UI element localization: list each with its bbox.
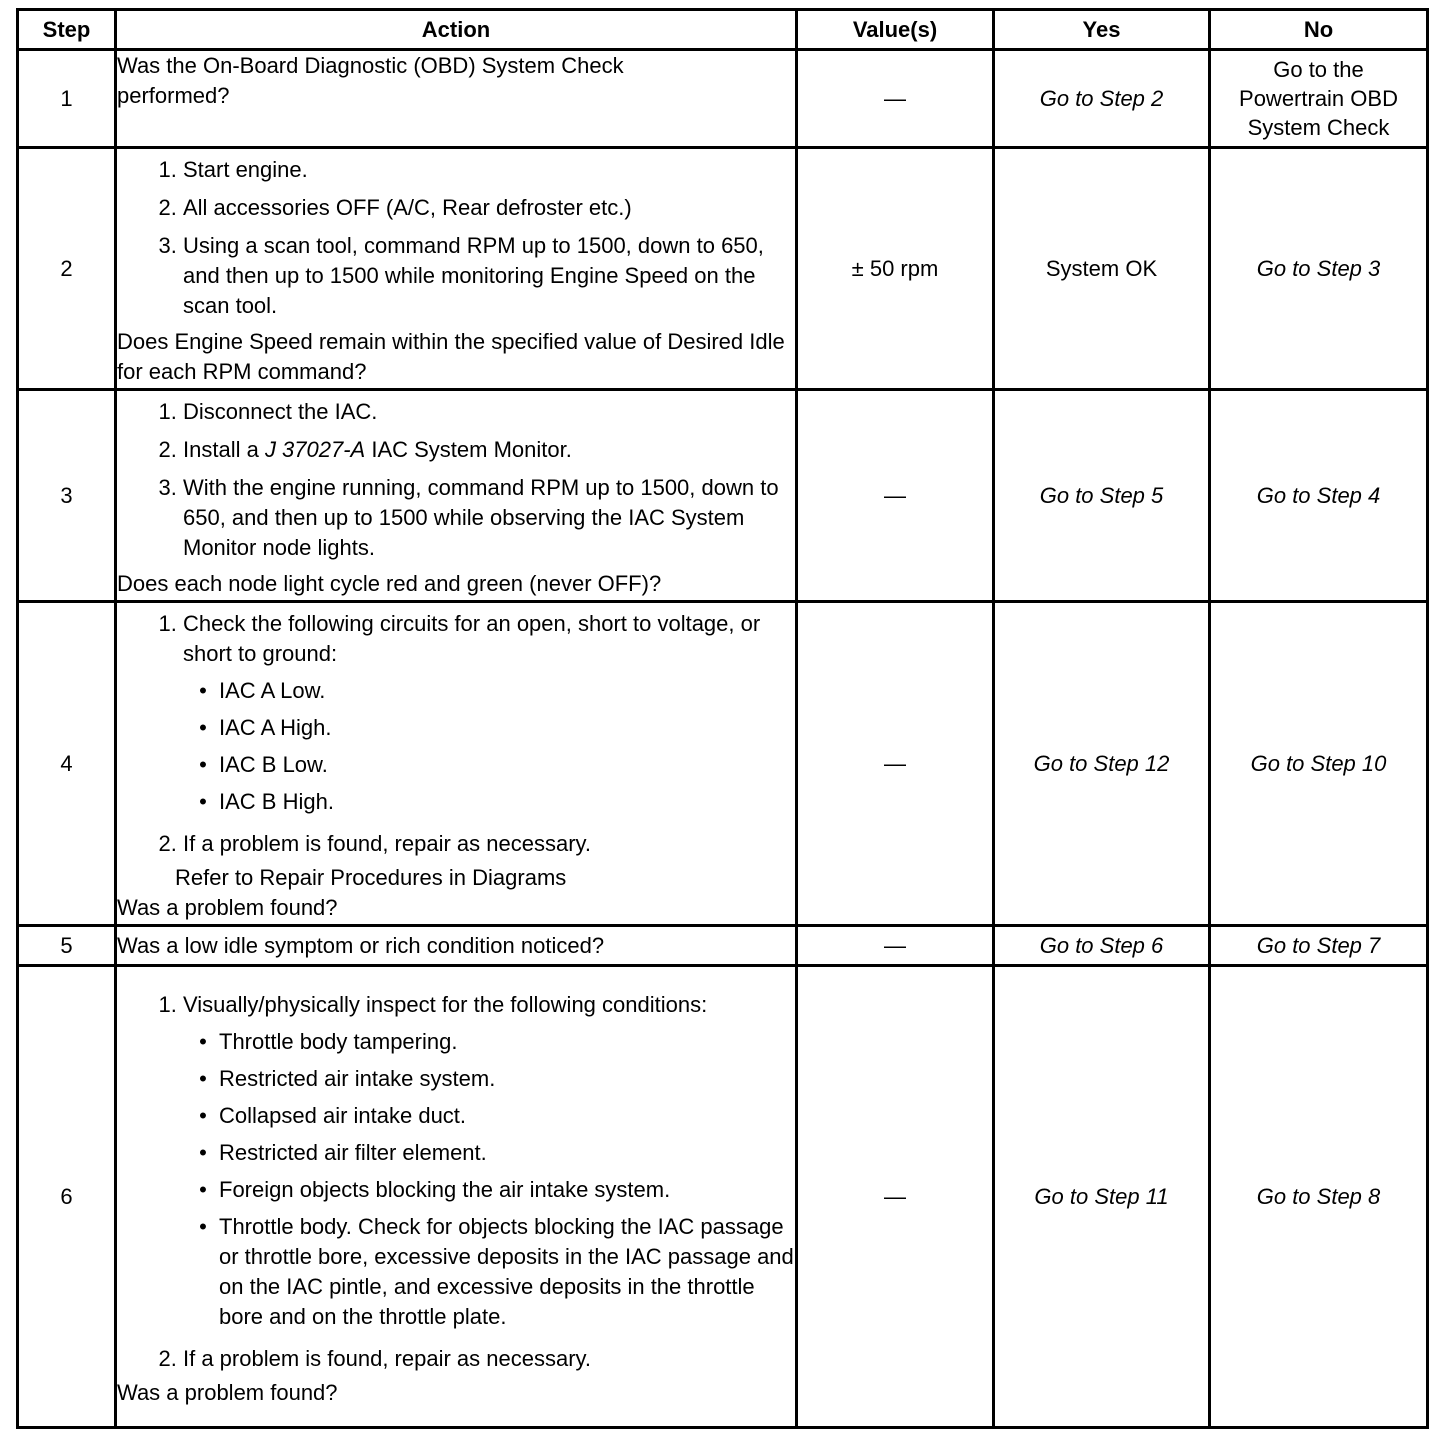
value-cell: — (797, 390, 994, 602)
action-cell (116, 390, 797, 602)
action-cell (116, 148, 797, 390)
question-text: Does Engine Speed remain within the specified value of Desired Idle for each RPM command? (117, 328, 785, 384)
list-item-text: Check the following circuits for an open, short to voltage, or short to ground: (183, 610, 761, 666)
yes-cell: Go to Step 12 (994, 602, 1210, 926)
question-text: Was the On-Board Diagnostic (OBD) System Check performed? (117, 53, 624, 108)
question-text: Was a problem found? (117, 1379, 338, 1405)
value-cell: — (797, 926, 994, 966)
value-cell: — (797, 602, 994, 926)
bullet-item: • Foreign objects blocking the air intake system. (219, 1172, 795, 1209)
list-item (183, 986, 795, 1340)
table-row (18, 966, 1428, 1428)
step-number: 5 (18, 926, 116, 966)
no-cell: Go to Step 8 (1210, 966, 1428, 1428)
list-item: 3. With the engine running, command RPM up to 1500, down to 650, and then up to 1500 while observing the IAC System Monitor node lights. (183, 469, 795, 567)
step-list (117, 151, 795, 325)
list-item: 1. Start engine. (183, 151, 795, 189)
list-item: 3. Using a scan tool, command RPM up to 1500, down to 650, and then up to 1500 while monitoring Engine Speed on the scan tool. (183, 227, 795, 325)
step-list (117, 393, 795, 567)
step-number: 4 (18, 602, 116, 926)
no-cell: Go to the Powertrain OBD System Check (1210, 50, 1428, 148)
bullet-item: • IAC B High. (219, 784, 795, 821)
bullet-list (183, 1024, 795, 1336)
bullet-item: • IAC A Low. (219, 673, 795, 710)
list-item-text: Visually/physically inspect for the following conditions: (183, 991, 708, 1017)
question-text: Was a low idle symptom or rich condition noticed? (117, 932, 605, 958)
list-item (183, 431, 795, 469)
action-cell (116, 50, 797, 148)
action-cell (116, 926, 797, 966)
list-item-text: IAC System Monitor. (365, 436, 572, 462)
step-number: 2 (18, 148, 116, 390)
no-cell: Go to Step 10 (1210, 602, 1428, 926)
yes-cell: Go to Step 11 (994, 966, 1210, 1428)
value-cell: — (797, 966, 994, 1428)
step-list (117, 986, 795, 1378)
header-step: Step (18, 10, 116, 50)
list-item: 1. Disconnect the IAC. (183, 393, 795, 431)
action-cell (116, 966, 797, 1428)
bullet-item: • IAC B Low. (219, 747, 795, 784)
question-text: Was a problem found? (117, 894, 338, 920)
bullet-item: • Throttle body tampering. (219, 1024, 795, 1061)
yes-cell: System OK (994, 148, 1210, 390)
action-cell (116, 602, 797, 926)
table-row (18, 390, 1428, 602)
diagnostic-table (16, 8, 1429, 1429)
bullet-item: • Collapsed air intake duct. (219, 1098, 795, 1135)
value-cell: ± 50 rpm (797, 148, 994, 390)
header-action: Action (116, 10, 797, 50)
step-list (117, 605, 795, 863)
table-row (18, 148, 1428, 390)
header-no: No (1210, 10, 1428, 50)
list-item (183, 605, 795, 825)
list-item: 2. If a problem is found, repair as necessary. (183, 825, 795, 863)
header-values: Value(s) (797, 10, 994, 50)
table-row (18, 602, 1428, 926)
list-item-text: Install a (183, 436, 265, 462)
header-yes: Yes (994, 10, 1210, 50)
no-cell: Go to Step 7 (1210, 926, 1428, 966)
yes-cell: Go to Step 6 (994, 926, 1210, 966)
list-item: 2. If a problem is found, repair as necessary. (183, 1340, 795, 1378)
question-text: Does each node light cycle red and green (never OFF)? (117, 570, 662, 596)
step-number: 6 (18, 966, 116, 1428)
list-item: 2. All accessories OFF (A/C, Rear defroster etc.) (183, 189, 795, 227)
yes-cell: Go to Step 5 (994, 390, 1210, 602)
bullet-item: • IAC A High. (219, 710, 795, 747)
step-number: 3 (18, 390, 116, 602)
no-cell: Go to Step 3 (1210, 148, 1428, 390)
header-row (18, 10, 1428, 50)
value-cell: — (797, 50, 994, 148)
tool-number: J 37027-A (264, 436, 366, 462)
bullet-item: • Restricted air intake system. (219, 1061, 795, 1098)
reference-text: Refer to Repair Procedures in Diagrams (175, 864, 567, 890)
no-cell: Go to Step 4 (1210, 390, 1428, 602)
table-row (18, 50, 1428, 148)
bullet-item: • Throttle body. Check for objects blocking the IAC passage or throttle bore, excessive deposits in the IAC passage and on the IAC pintle, and excessive deposits in the throttle bore and on the throttle plate. (219, 1209, 795, 1336)
bullet-item: • Restricted air filter element. (219, 1135, 795, 1172)
bullet-list (183, 673, 795, 821)
table-row (18, 926, 1428, 966)
step-number: 1 (18, 50, 116, 148)
yes-cell: Go to Step 2 (994, 50, 1210, 148)
